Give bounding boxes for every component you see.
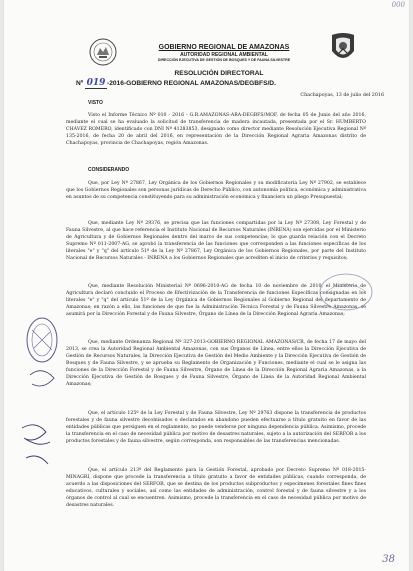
- right-stamp-icon: [316, 268, 376, 316]
- section-considerando: CONSIDERANDO: [88, 167, 130, 173]
- header-government-name: GOBIERNO REGIONAL DE AMAZONAS: [158, 44, 290, 51]
- document-page: [4, 0, 409, 571]
- margin-signature-icon: [16, 418, 56, 478]
- paragraph-ley-27867: Que, por Ley Nº 27867, Ley Orgánica de los Gobiernos Regionales y su modificatoria Ley Nº 27902, se establece que los Gobiernos Regionales son personas jurídicas de Derecho Público, con autonomía política, económica y administrativa en asuntos de su competencia constituyendo para su administración económica y financiera un pliego Presupuestal;: [66, 181, 366, 201]
- resolution-number-suffix: -2016-GOBIERNO REGIONAL AMAZONAS/DEGBFS/D.: [107, 80, 276, 87]
- resolution-number-handwritten: 019: [86, 78, 106, 88]
- resolution-number: [76, 78, 376, 89]
- document-date: Chachapoyas, 13 de julio del 2016: [300, 93, 384, 98]
- paragraph-visto: Visto el Informe Técnico Nº 010 - 2016 - G.R.AMAZONAS-ARA-DEGBFS/MOF, de fecha 05 de Junio del año 2016, mediante el cual se ha evaluado la solicitud de transferencia de madera incautada, presentada por el Sr. HUMBERTO CHAVEZ ROMERO, identificado con DNI Nº 41283853, designado como director mediante Resolución Ejecutiva Regional Nº 135-2016, de fecha 20 de abril del 2016, en representación de la Dirección Regional Agraria Amazonas distrito de Chachapoyas, provincia de Chachapoyas, región Amazonas.: [66, 113, 366, 147]
- resolution-title: RESOLUCIÓN DIRECTORAL: [174, 70, 264, 77]
- header-authority-name: AUTORIDAD REGIONAL AMBIENTAL: [180, 52, 268, 58]
- paragraph-ley-29376: Que, mediante Ley Nº 29376, se precisa que las funciones compartidas por la Ley Nº 27308, Ley Forestal y de Fauna Silvestre, al que hace referencia el Instituto Nacional de Recursos Naturales (INRENA) son ejercidas por el Ministerio de Agricultura y de Gobiernos Regionales dentro del marco de sus competencias; lo que guarda relación con el Decreto Supremo Nº 011-2007-AG, se aprobó la transferencia de las funciones que corresponden a las funciones específicas de los literales "e" y "q" del artículo 51º de la Ley Nº 27867, Ley Orgánica de los Gobiernos Regionales, por parte del Instituto Nacional de Recursos Naturales - INRENA a los Gobiernos Regionales que acrediten el inicio de criterios y requisitos;: [66, 221, 366, 262]
- resolution-number-prefix: Nº: [76, 80, 84, 87]
- regional-government-seal-icon: [88, 37, 118, 67]
- corner-annotation: 000: [391, 1, 405, 9]
- paragraph-rm-0696: Que, mediante Resolución Ministerial Nº 0696-2010-AG de fecha 10 de noviembre de 2010, el Ministerio de Agricultura declaró concluido el Proceso de Efectivización de la Transferencia de funciones Específicas consignadas en los literales "e" y "q" del artículo 51º de la Ley Orgánica de Gobiernos Regionales al Gobierno Regional del departamento de Amazonas; en razón a ello, las funciones de que fue la Administración Técnica Forestal y de Fauna Silvestre Amazonas, se asumirá por la Dirección Forestal y de Fauna Silvestre, Órgano de Línea de la Dirección Regional Agraria Amazonas;: [66, 284, 366, 318]
- paragraph-articulo-213: Que, el artículo 213º del Reglamento para la Gestión Forestal, aprobado por Decreto Supremo Nº 018-2015-MINAGRI, dispone que procede la transferencia a título gratuito a favor de entidades públicas, cuando corresponda, de acuerdo a las disposiciones del SERFOR, que se destina de los productos subproductos y especímenes forestales fines fines educativos, culturales y sociales, así como las entidades de administración, control forestal y de fauna silvestre y a los órganos de control al cual se encuentren. Asimismo, procede la transferencia en el caso de necesidad pública por motivo de desastres naturales.: [66, 468, 366, 509]
- margin-stamp-icon: [22, 300, 62, 410]
- section-visto: VISTO: [88, 100, 103, 106]
- page-number: 38: [382, 554, 395, 565]
- paragraph-ordenanza-327: Que, mediante Ordenanza Regional Nº 327-2013-GOBIERNO REGIONAL AMAZONAS/CR, de fecha 17 de mayo del 2013, se crea la Autoridad Regional Ambiental Amazonas, con sus Órganos de Línea, entre ellos la Dirección Ejecutiva de Gestión de Recursos Naturales, la Dirección Ejecutiva de Gestión del Medio Ambiente y la Dirección Ejecutiva de Gestión de Bosques y de Fauna Silvestre, y se aprueba su Reglamento de Organización y Funciones, mediante el cual se le asigna las funciones de la Dirección Forestal y de Fauna Silvestre, Órgano de Línea de la Dirección Regional Agraria Amazonas, a la Dirección Ejecutiva de Gestión de Bosques y de Fauna Silvestre, Órgano de Línea de la Autoridad Regional Ambiental Amazonas;: [66, 340, 366, 388]
- paragraph-articulo-125: Que, el artículo 125º de la Ley Forestal y de Fauna Silvestre, Ley Nº 29763 dispone la transferencia de productos forestales y de fauna silvestre decomisados o declarados en abandono pueden efectuarse a título gratuito en favor de las entidades públicas que persiguen en el reglamento, no puede venderse por ninguna dependencia pública. Asimismo, procede la transferencia en el caso de necesidad pública por motivo de desastres naturales, sujeto a la autorización del SERFOR a los productos forestales y de fauna silvestre, según corresponda, son responsables de las transferencias mencionadas.: [66, 411, 366, 445]
- header-directorate-name: DIRECCIÓN EJECUTIVA DE GESTIÓN DE BOSQUES Y DE FAUNA SILVESTRE: [157, 58, 291, 62]
